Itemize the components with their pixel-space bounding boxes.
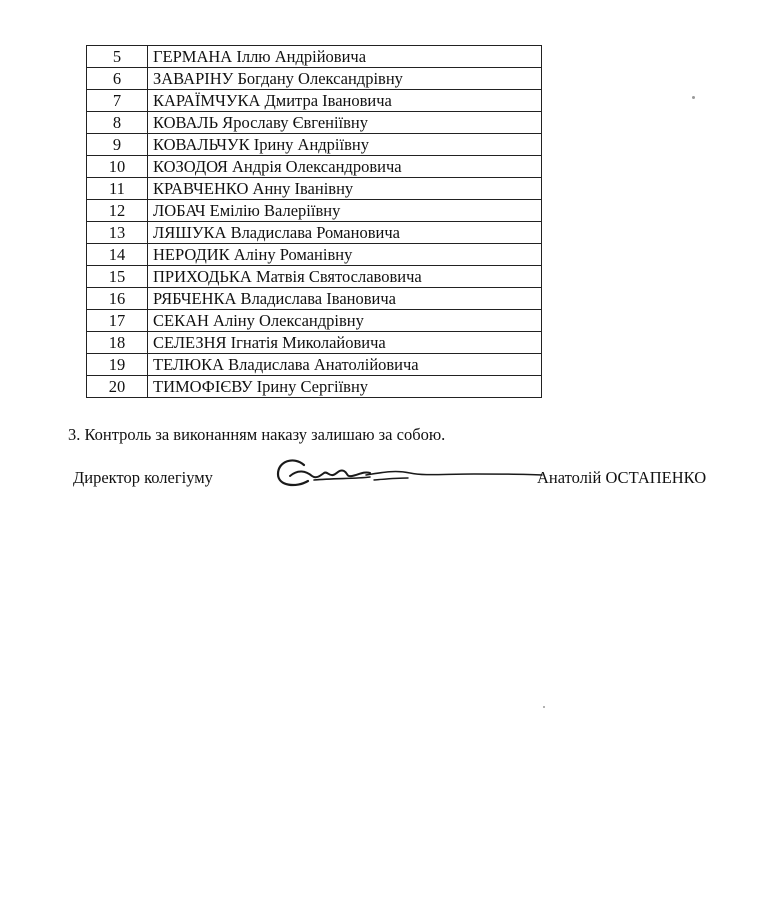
student-name: КРАВЧЕНКО Анну Іванівну — [148, 178, 542, 200]
signer-position: Директор колегіуму — [73, 468, 213, 487]
row-number: 10 — [87, 156, 148, 178]
student-name: СЕКАН Аліну Олександрівну — [148, 310, 542, 332]
table-row — [87, 200, 542, 222]
student-name: КОВАЛЬ Ярославу Євгеніївну — [148, 112, 542, 134]
signer-name: Анатолій ОСТАПЕНКО — [537, 468, 707, 487]
table-row — [87, 244, 542, 266]
student-name: КОЗОДОЯ Андрія Олександровича — [148, 156, 542, 178]
student-list-table — [86, 45, 542, 398]
student-name: ЗАВАРІНУ Богдану Олександрівну — [148, 68, 542, 90]
row-number: 8 — [87, 112, 148, 134]
table-row — [87, 222, 542, 244]
row-number: 13 — [87, 222, 148, 244]
table-row — [87, 332, 542, 354]
table-row — [87, 266, 542, 288]
row-number: 12 — [87, 200, 148, 222]
clause-3-text: 3. Контроль за виконанням наказу залишаю за собою. — [68, 425, 446, 444]
student-name: ПРИХОДЬКА Матвія Святославовича — [148, 266, 542, 288]
row-number: 19 — [87, 354, 148, 376]
table-row — [87, 90, 542, 112]
table-row — [87, 156, 542, 178]
table-row — [87, 376, 542, 398]
table-row — [87, 310, 542, 332]
table-row — [87, 134, 542, 156]
row-number: 7 — [87, 90, 148, 112]
table-row — [87, 178, 542, 200]
row-number: 20 — [87, 376, 148, 398]
row-number: 14 — [87, 244, 148, 266]
table-row — [87, 354, 542, 376]
row-number: 15 — [87, 266, 148, 288]
student-name: СЕЛЕЗНЯ Ігнатія Миколайовича — [148, 332, 542, 354]
table-row — [87, 68, 542, 90]
scan-speck — [692, 96, 695, 99]
student-name: ТИМОФІЄВУ Ірину Сергіївну — [148, 376, 542, 398]
table-row — [87, 288, 542, 310]
handwritten-signature — [274, 452, 544, 494]
row-number: 11 — [87, 178, 148, 200]
student-name: КОВАЛЬЧУК Ірину Андріївну — [148, 134, 542, 156]
row-number: 9 — [87, 134, 148, 156]
row-number: 17 — [87, 310, 148, 332]
row-number: 5 — [87, 46, 148, 68]
student-name: КАРАЇМЧУКА Дмитра Івановича — [148, 90, 542, 112]
student-name: ТЕЛЮКА Владислава Анатолійовича — [148, 354, 542, 376]
student-list-body — [87, 46, 542, 398]
table-row — [87, 46, 542, 68]
row-number: 18 — [87, 332, 148, 354]
table-row — [87, 112, 542, 134]
row-number: 6 — [87, 68, 148, 90]
scan-speck — [543, 706, 545, 708]
row-number: 16 — [87, 288, 148, 310]
student-name: ЛЯШУКА Владислава Романовича — [148, 222, 542, 244]
student-name: ГЕРМАНА Іллю Андрійовича — [148, 46, 542, 68]
student-name: ЛОБАЧ Емілію Валеріївну — [148, 200, 542, 222]
student-name: НЕРОДИК Аліну Романівну — [148, 244, 542, 266]
student-name: РЯБЧЕНКА Владислава Івановича — [148, 288, 542, 310]
